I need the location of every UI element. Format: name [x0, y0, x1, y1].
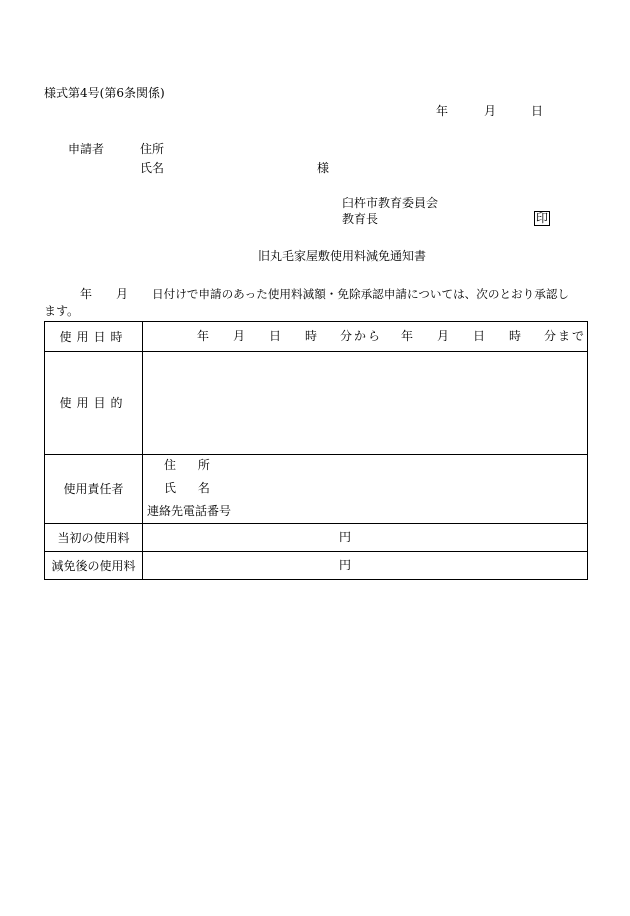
- document-title: 旧丸毛家屋敷使用料減免通知書: [258, 249, 427, 263]
- to-day-label: 日: [473, 329, 486, 343]
- table-row-purpose: [45, 352, 588, 455]
- to-year-label: 年: [401, 329, 414, 343]
- body-text-line1: 日付けで申請のあった使用料減額・免除承認申請については、次のとおり承認し: [152, 287, 570, 301]
- table-row-responsible: [45, 455, 588, 524]
- date-month-label: 月: [484, 104, 497, 118]
- form-number: 様式第4号(第6条関係): [44, 86, 165, 100]
- responsible-value: [143, 455, 588, 524]
- usage-table: [44, 321, 588, 580]
- original-fee-value: [143, 524, 588, 552]
- applicant-honorific: 様: [317, 161, 330, 175]
- table-row-original-fee: [45, 524, 588, 552]
- purpose-value: [143, 352, 588, 455]
- reduced-fee-label: 減免後の使用料: [45, 552, 143, 580]
- table-row-usage-datetime: [45, 322, 588, 352]
- applicant-name-label: 氏名: [140, 161, 165, 175]
- responsible-address-label: 住 所: [164, 458, 210, 472]
- issuer-organization: 臼杵市教育委員会: [342, 196, 439, 210]
- body-text-line2: ます。: [44, 304, 80, 318]
- purpose-label: 使用目的: [45, 352, 143, 455]
- date-year-label: 年: [436, 104, 449, 118]
- usage-datetime-label: 使用日時: [45, 322, 143, 352]
- reduced-fee-unit: 円: [339, 558, 352, 572]
- original-fee-label: 当初の使用料: [45, 524, 143, 552]
- responsible-phone-label: 連絡先電話番号: [147, 504, 232, 518]
- applicant-label: 申請者: [68, 142, 105, 156]
- applicant-address-label: 住所: [140, 142, 165, 156]
- seal-mark: [534, 211, 550, 226]
- body-month-label: 月: [116, 287, 129, 301]
- from-minute-label: 分から: [340, 329, 383, 343]
- responsible-label: 使用責任者: [45, 455, 143, 524]
- seal-icon: 印: [536, 211, 549, 225]
- date-day-label: 日: [531, 104, 544, 118]
- to-hour-label: 時: [509, 329, 522, 343]
- reduced-fee-value: [143, 552, 588, 580]
- from-year-label: 年: [197, 329, 210, 343]
- to-minute-label: 分まで: [544, 329, 587, 343]
- body-year-label: 年: [80, 287, 93, 301]
- original-fee-unit: 円: [339, 530, 352, 544]
- usage-datetime-value: [143, 322, 588, 352]
- from-day-label: 日: [269, 329, 282, 343]
- from-hour-label: 時: [305, 329, 318, 343]
- issuer-title: 教育長: [342, 212, 379, 226]
- to-month-label: 月: [437, 329, 450, 343]
- table-row-reduced-fee: [45, 552, 588, 580]
- from-month-label: 月: [233, 329, 246, 343]
- responsible-name-label: 氏 名: [164, 481, 210, 495]
